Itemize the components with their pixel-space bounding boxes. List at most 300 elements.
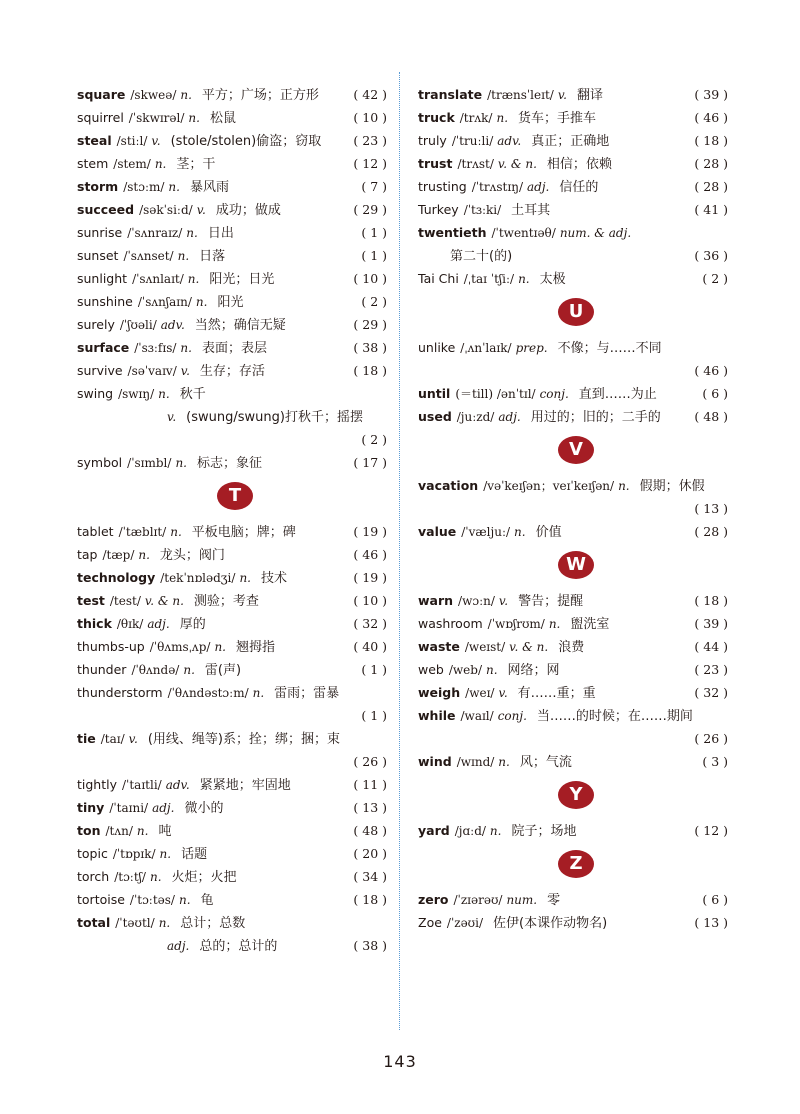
vocab-entry <box>418 221 728 267</box>
part-of-speech: n. <box>486 663 498 677</box>
page-reference: ( 39 ) <box>694 87 728 102</box>
definition: 吨 <box>158 824 172 839</box>
headword: until <box>418 386 451 401</box>
phonetic: /jɑːd/ <box>454 824 486 838</box>
headword: square <box>77 87 126 102</box>
headword: warn <box>418 593 454 608</box>
phonetic: /trʌk/ <box>459 111 493 125</box>
vocab-entry <box>418 405 728 428</box>
phonetic: /səˈvaɪv/ <box>127 364 177 378</box>
part-of-speech: n. <box>183 663 195 677</box>
part-of-speech: n. <box>188 111 200 125</box>
page-reference: ( 41 ) <box>694 202 728 217</box>
phonetic: /wɪnd/ <box>456 755 495 769</box>
headword: Tai Chi <box>418 271 459 286</box>
headword: symbol <box>77 455 123 470</box>
letter-badge: V <box>558 436 594 464</box>
page-reference: ( 48 ) <box>694 409 728 424</box>
definition: 不像；与……不同 <box>557 341 662 356</box>
page-reference: ( 23 ) <box>353 133 387 148</box>
definition: 暴风雨 <box>189 180 229 195</box>
vocab-entry <box>418 198 728 221</box>
definition: 翻译 <box>576 88 603 103</box>
page-reference: ( 39 ) <box>694 616 728 631</box>
definition: 阳光；日光 <box>209 272 275 287</box>
headword: washroom <box>418 616 483 631</box>
page-reference: ( 32 ) <box>353 616 387 631</box>
headword: torch <box>77 869 110 884</box>
headword: wind <box>418 754 452 769</box>
definition: 雷雨；雷暴 <box>274 686 340 701</box>
vocab-entry <box>77 152 387 175</box>
vocab-entry <box>77 566 387 589</box>
definition: 有……重；重 <box>517 686 596 701</box>
definition: 零 <box>547 893 561 908</box>
part-of-speech: adv. <box>160 318 185 332</box>
vocab-entry <box>77 221 387 244</box>
vocab-entry <box>77 359 387 382</box>
letter-section-header <box>77 474 387 520</box>
vocab-entry <box>77 773 387 796</box>
letter-section-header <box>418 428 728 474</box>
vocab-entry <box>418 612 728 635</box>
headword: trusting <box>418 179 467 194</box>
part-of-speech: v. & n. <box>497 157 537 171</box>
definition: 第二十(的) <box>450 249 513 264</box>
phonetic: /tɔːtʃ/ <box>114 870 146 884</box>
page-reference: ( 28 ) <box>694 524 728 539</box>
phonetic: /ˈtɒpɪk/ <box>112 847 156 861</box>
headword: sunlight <box>77 271 128 286</box>
part-of-speech: n. <box>175 456 187 470</box>
vocab-entry <box>77 819 387 842</box>
page-reference: ( 12 ) <box>353 156 387 171</box>
phonetic: /ˈtwentɪəθ/ <box>491 226 556 240</box>
page-reference: ( 1 ) <box>361 248 387 263</box>
page-number: 143 <box>383 1052 417 1071</box>
vocab-entry <box>77 543 387 566</box>
part-of-speech: n. <box>214 640 226 654</box>
vocab-entry <box>418 336 728 382</box>
entry-continuation <box>77 934 387 957</box>
right-column <box>418 83 728 934</box>
phonetic: /skweə/ <box>130 88 177 102</box>
part-of-speech: v. <box>151 134 161 148</box>
page-reference: ( 29 ) <box>353 317 387 332</box>
phonetic: /tekˈnɒlədʒi/ <box>160 571 236 585</box>
vocab-entry <box>418 129 728 152</box>
part-of-speech: num. <box>506 893 538 907</box>
part-of-speech: n. <box>149 870 162 884</box>
part-of-speech: adj. <box>147 617 170 631</box>
part-of-speech: v. <box>498 686 508 700</box>
part-of-speech: conj. <box>539 387 569 401</box>
headword: tap <box>77 547 98 562</box>
definition: 翘拇指 <box>235 640 275 655</box>
headword: twentieth <box>418 225 487 240</box>
letter-section-header <box>418 773 728 819</box>
vocab-entry <box>77 175 387 198</box>
definition: 风；气流 <box>519 755 572 770</box>
headword: thick <box>77 616 112 631</box>
phonetic: /tʌn/ <box>105 824 133 838</box>
definition: 直到……为止 <box>578 387 657 402</box>
definition: (swung/swung)打秋千；摇摆 <box>186 410 363 425</box>
vocab-entry <box>418 83 728 106</box>
phonetic: /ˈtəʊtl/ <box>115 916 155 930</box>
part-of-speech: adj. <box>498 410 521 424</box>
phonetic: /vəˈkeɪʃən；veɪˈkeɪʃən/ <box>483 479 615 493</box>
part-of-speech: n. <box>195 295 208 309</box>
page-reference: ( 18 ) <box>353 363 387 378</box>
page-reference: ( 42 ) <box>353 87 387 102</box>
page-reference: ( 2 ) <box>361 294 387 309</box>
page-reference: ( 10 ) <box>353 110 387 125</box>
page-reference: ( 13 ) <box>694 915 728 930</box>
vocab-entry <box>77 842 387 865</box>
headword: tie <box>77 731 96 746</box>
part-of-speech: n. <box>158 916 171 930</box>
part-of-speech: n. <box>136 824 149 838</box>
phonetic: /juːzd/ <box>456 410 495 424</box>
phonetic: /ˈsɪmbl/ <box>127 456 172 470</box>
definition: 日出 <box>207 226 234 241</box>
vocab-entry <box>77 451 387 474</box>
phonetic: (＝till) /ənˈtɪl/ <box>455 387 536 401</box>
phonetic: /trænsˈleɪt/ <box>487 88 554 102</box>
definition: 相信；依赖 <box>546 157 612 172</box>
vocab-entry <box>77 198 387 221</box>
headword: sunrise <box>77 225 123 240</box>
headword: truly <box>418 133 447 148</box>
headword: thunder <box>77 662 127 677</box>
phonetic: /ˈθʌndəstɔːm/ <box>167 686 249 700</box>
part-of-speech: v. <box>196 203 206 217</box>
letter-badge: T <box>217 482 253 510</box>
phonetic: /stem/ <box>113 157 151 171</box>
phonetic: /ˈθʌmsˌʌp/ <box>149 640 211 654</box>
headword: total <box>77 915 111 930</box>
vocab-entry <box>418 681 728 704</box>
part-of-speech: n. <box>186 226 198 240</box>
phonetic: /wɔːn/ <box>458 594 495 608</box>
page-reference: ( 38 ) <box>353 938 387 953</box>
headword: tightly <box>77 777 118 792</box>
part-of-speech: n. <box>170 525 182 539</box>
page-reference: ( 10 ) <box>353 271 387 286</box>
letter-section-header <box>418 543 728 589</box>
definition: 浪费 <box>558 640 585 655</box>
headword: while <box>418 708 456 723</box>
phonetic: /ˈsʌnlaɪt/ <box>132 272 184 286</box>
page-reference: ( 23 ) <box>694 662 728 677</box>
part-of-speech: n. <box>548 617 561 631</box>
headword: Zoe <box>418 915 442 930</box>
phonetic: /stiːl/ <box>116 134 148 148</box>
phonetic: /ˈsʌnraɪz/ <box>127 226 183 240</box>
definition: 平板电脑；牌；碑 <box>191 525 296 540</box>
phonetic: /ˈtɔːtəs/ <box>129 893 175 907</box>
page-reference: ( 2 ) <box>361 432 387 447</box>
headword: zero <box>418 892 449 907</box>
page-reference: ( 34 ) <box>353 869 387 884</box>
part-of-speech: n. <box>168 180 180 194</box>
phonetic: /ˈʃʊəli/ <box>119 318 157 332</box>
phonetic: /weɪst/ <box>464 640 506 654</box>
headword: value <box>418 524 457 539</box>
page-reference: ( 1 ) <box>361 708 387 723</box>
letter-badge: W <box>558 551 594 579</box>
vocab-entry <box>77 727 387 773</box>
vocab-entry <box>77 83 387 106</box>
definition: 日落 <box>199 249 226 264</box>
phonetic: /swɪŋ/ <box>118 387 155 401</box>
definition: 太极 <box>539 272 566 287</box>
part-of-speech: n. <box>138 548 150 562</box>
letter-badge: U <box>558 298 594 326</box>
page-reference: ( 44 ) <box>694 639 728 654</box>
phonetic: /ˈtæblɪt/ <box>118 525 167 539</box>
phonetic: /ˈtaɪni/ <box>109 801 149 815</box>
definition: 总的；总计的 <box>199 939 278 954</box>
page-reference: ( 18 ) <box>694 133 728 148</box>
headword: steal <box>77 133 112 148</box>
vocab-entry <box>77 267 387 290</box>
page-reference: ( 28 ) <box>694 156 728 171</box>
left-column <box>77 83 387 957</box>
definition: 生存；存活 <box>199 364 265 379</box>
page-reference: ( 36 ) <box>694 248 728 263</box>
column-divider <box>399 72 400 1030</box>
part-of-speech: n. <box>514 525 526 539</box>
part-of-speech: n. <box>498 755 510 769</box>
vocab-entry <box>77 589 387 612</box>
headword: unlike <box>418 340 456 355</box>
phonetic: /θɪk/ <box>116 617 144 631</box>
page-reference: ( 13 ) <box>694 501 728 516</box>
vocab-entry <box>418 382 728 405</box>
headword: weigh <box>418 685 461 700</box>
vocab-entry <box>77 106 387 129</box>
vocab-entry <box>77 796 387 819</box>
headword: used <box>418 409 452 424</box>
headword: translate <box>418 87 483 102</box>
part-of-speech: n. <box>180 341 192 355</box>
headword: thunderstorm <box>77 685 163 700</box>
headword: tortoise <box>77 892 125 907</box>
part-of-speech: v. <box>167 410 177 424</box>
part-of-speech: v. <box>557 88 567 102</box>
headword: web <box>418 662 444 677</box>
page-reference: ( 46 ) <box>694 110 728 125</box>
phonetic: /trʌst/ <box>457 157 494 171</box>
letter-badge: Y <box>558 781 594 809</box>
part-of-speech: n. <box>180 88 192 102</box>
definition: 紧紧地；牢固地 <box>199 778 291 793</box>
vocab-entry <box>418 589 728 612</box>
page-reference: ( 26 ) <box>694 731 728 746</box>
phonetic: /ˈzɪərəʊ/ <box>453 893 503 907</box>
page-reference: ( 6 ) <box>702 892 728 907</box>
headword: thumbs-up <box>77 639 145 654</box>
part-of-speech: n. <box>158 387 170 401</box>
definition: 标志；象征 <box>196 456 262 471</box>
headword: test <box>77 593 105 608</box>
vocab-entry <box>418 911 728 934</box>
phonetic: /ˈtɜːki/ <box>463 203 502 217</box>
page-reference: ( 29 ) <box>353 202 387 217</box>
page-reference: ( 10 ) <box>353 593 387 608</box>
part-of-speech: adj. <box>152 801 175 815</box>
phonetic: /ˈtrʌstɪŋ/ <box>471 180 523 194</box>
headword: survive <box>77 363 123 378</box>
page-reference: ( 17 ) <box>353 455 387 470</box>
vocab-entry <box>77 635 387 658</box>
definition: 网络；网 <box>507 663 560 678</box>
page-reference: ( 26 ) <box>353 754 387 769</box>
part-of-speech: prep. <box>515 341 548 355</box>
phonetic: /ˈskwɪrəl/ <box>128 111 185 125</box>
vocab-entry <box>77 336 387 359</box>
definition: (用线、绳等)系；拴；绑；捆；束 <box>147 732 340 747</box>
part-of-speech: n. <box>187 272 200 286</box>
part-of-speech: n. <box>177 249 190 263</box>
phonetic: /ˈtruːli/ <box>451 134 494 148</box>
headword: vacation <box>418 478 479 493</box>
vocab-entry <box>77 865 387 888</box>
headword: Turkey <box>418 202 459 217</box>
phonetic: /tæp/ <box>102 548 135 562</box>
vocab-entry <box>418 474 728 520</box>
headword: truck <box>418 110 455 125</box>
headword: waste <box>418 639 460 654</box>
vocab-entry <box>77 658 387 681</box>
part-of-speech: v. <box>498 594 509 608</box>
definition: 用过的；旧的；二手的 <box>530 410 661 425</box>
definition: 阳光 <box>217 295 244 310</box>
headword: sunshine <box>77 294 133 309</box>
phonetic: /ˌʌnˈlaɪk/ <box>460 341 512 355</box>
definition: 盥洗室 <box>570 617 610 632</box>
page-reference: ( 7 ) <box>361 179 387 194</box>
part-of-speech: n. <box>496 111 509 125</box>
vocab-entry <box>418 888 728 911</box>
page-reference: ( 18 ) <box>694 593 728 608</box>
phonetic: /ˈsɜːfɪs/ <box>134 341 177 355</box>
headword: ton <box>77 823 101 838</box>
definition: 测验；考查 <box>193 594 259 609</box>
headword: technology <box>77 570 156 585</box>
page-reference: ( 11 ) <box>353 777 387 792</box>
headword: yard <box>418 823 450 838</box>
vocab-entry <box>77 382 387 405</box>
headword: squirrel <box>77 110 124 125</box>
phonetic: /ˈwɒʃrʊm/ <box>487 617 545 631</box>
definition: 茎；干 <box>176 157 216 172</box>
part-of-speech: n. <box>159 847 172 861</box>
vocab-entry <box>77 313 387 336</box>
headword: succeed <box>77 202 135 217</box>
continuation-line <box>77 409 363 424</box>
vocab-entry <box>418 152 728 175</box>
definition: 技术 <box>261 571 288 586</box>
definition: 真正；正确地 <box>531 134 610 149</box>
part-of-speech: n. <box>618 479 630 493</box>
page-reference: ( 12 ) <box>694 823 728 838</box>
definition: 成功；做成 <box>215 203 281 218</box>
phonetic: /ˈvæljuː/ <box>461 525 511 539</box>
page-reference: ( 40 ) <box>353 639 387 654</box>
part-of-speech: adj. <box>167 939 190 953</box>
headword: surface <box>77 340 130 355</box>
definition: 微小的 <box>184 801 224 816</box>
headword: tablet <box>77 524 114 539</box>
definition: 龙头；阀门 <box>159 548 225 563</box>
definition: 土耳其 <box>511 203 551 218</box>
page-reference: ( 18 ) <box>353 892 387 907</box>
phonetic: /ˈtaɪtli/ <box>122 778 162 792</box>
phonetic: /taɪ/ <box>100 732 125 746</box>
headword: trust <box>418 156 453 171</box>
vocab-entry <box>418 635 728 658</box>
vocab-entry <box>418 106 728 129</box>
headword: stem <box>77 156 109 171</box>
part-of-speech: adv. <box>165 778 190 792</box>
page-reference: ( 38 ) <box>353 340 387 355</box>
part-of-speech: n. <box>154 157 167 171</box>
definition: 火炬；火把 <box>171 870 237 885</box>
page-reference: ( 6 ) <box>702 386 728 401</box>
letter-section-header <box>418 842 728 888</box>
part-of-speech: v. & n. <box>144 594 184 608</box>
page-reference: ( 3 ) <box>702 754 728 769</box>
phonetic: /ˈsʌnʃaɪn/ <box>137 295 192 309</box>
definition: 假期；休假 <box>639 479 705 494</box>
definition: 警告；提醒 <box>518 594 584 609</box>
vocab-entry <box>418 520 728 543</box>
definition: 厚的 <box>179 617 206 632</box>
page-reference: ( 20 ) <box>353 846 387 861</box>
part-of-speech: n. <box>518 272 530 286</box>
part-of-speech: v. <box>180 364 190 378</box>
vocab-entry <box>77 520 387 543</box>
vocab-entry <box>418 267 728 290</box>
definition: 价值 <box>535 525 562 540</box>
definition: (stole/stolen)偷盗；窃取 <box>170 134 322 149</box>
phonetic: /weɪ/ <box>465 686 495 700</box>
definition: 当然；确信无疑 <box>194 318 286 333</box>
vocab-entry <box>418 658 728 681</box>
phonetic: /səkˈsiːd/ <box>139 203 193 217</box>
headword: surely <box>77 317 115 332</box>
definition: 雷(声) <box>204 663 242 678</box>
definition: 当……的时候；在……期间 <box>536 709 693 724</box>
headword: swing <box>77 386 114 401</box>
part-of-speech: conj. <box>497 709 527 723</box>
definition: 松鼠 <box>209 111 236 126</box>
part-of-speech: n. <box>239 571 251 585</box>
page-reference: ( 1 ) <box>361 225 387 240</box>
page-reference: ( 32 ) <box>694 685 728 700</box>
part-of-speech: num. & adj. <box>559 226 632 240</box>
vocab-entry <box>77 888 387 911</box>
part-of-speech: n. <box>252 686 265 700</box>
definition: 总计；总数 <box>180 916 246 931</box>
letter-badge: Z <box>558 850 594 878</box>
page-reference: ( 48 ) <box>353 823 387 838</box>
phonetic: /test/ <box>109 594 141 608</box>
vocab-entry <box>418 750 728 773</box>
